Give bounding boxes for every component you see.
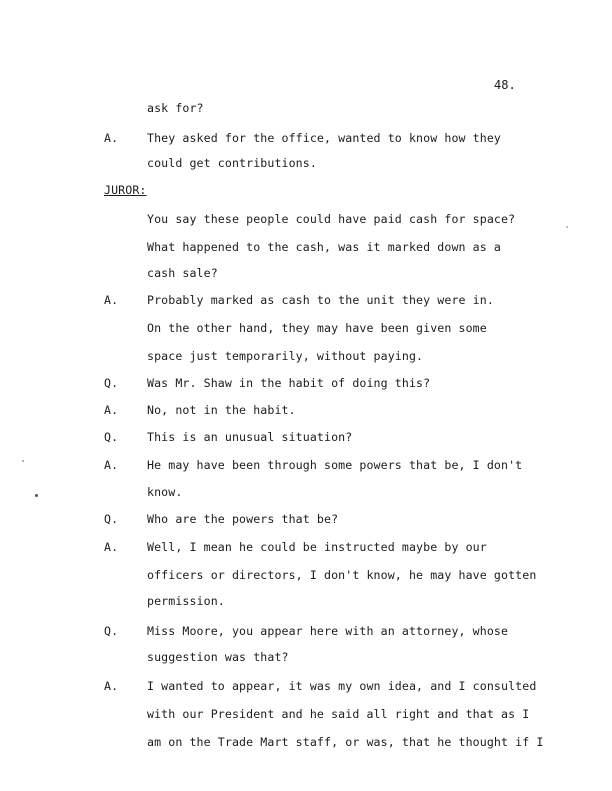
line-text: Well, I mean he could be instructed maybe by our <box>147 540 487 554</box>
line-text: space just temporarily, without paying. <box>147 349 424 363</box>
speaker-label: A. <box>104 458 119 472</box>
speaker-label: Q. <box>104 376 119 390</box>
line-text: could get contributions. <box>147 156 317 170</box>
line-text: officers or directors, I don't know, he may have gotten <box>147 568 537 582</box>
line-text: know. <box>147 485 183 499</box>
line-text: suggestion was that? <box>147 650 289 664</box>
line-text: with our President and he said all right and that as I <box>147 707 530 721</box>
line-text: Probably marked as cash to the unit they were in. <box>147 293 494 307</box>
speaker-label: A. <box>104 679 119 693</box>
line-text: Who are the powers that be? <box>147 512 339 526</box>
line-text: No, not in the habit. <box>147 403 296 417</box>
line-text: permission. <box>147 594 225 608</box>
juror-heading: JUROR: <box>104 183 147 197</box>
speaker-label: A. <box>104 403 119 417</box>
line-text: They asked for the office, wanted to know how they <box>147 131 502 145</box>
scan-speck <box>566 226 568 228</box>
speaker-label: Q. <box>104 430 119 444</box>
line-text: Was Mr. Shaw in the habit of doing this? <box>147 376 431 390</box>
line-text: I wanted to appear, it was my own idea, and I consulted <box>147 679 537 693</box>
line-text: cash sale? <box>147 266 218 280</box>
speaker-label: A. <box>104 293 119 307</box>
line-text: You say these people could have paid cash for space? <box>147 212 516 226</box>
scan-speck <box>22 460 24 462</box>
speaker-label: Q. <box>104 624 119 638</box>
line-text: Miss Moore, you appear here with an attorney, whose <box>147 624 509 638</box>
line-text: He may have been through some powers that be, I don't <box>147 458 523 472</box>
speaker-label: A. <box>104 540 119 554</box>
line-text: On the other hand, they may have been given some <box>147 321 487 335</box>
line-text: What happened to the cash, was it marked down as a <box>147 240 502 254</box>
line-text: This is an unusual situation? <box>147 430 353 444</box>
line-text: ask for? <box>147 101 204 115</box>
scan-speck <box>35 494 38 497</box>
page-number: 48. <box>494 78 516 92</box>
speaker-label: Q. <box>104 512 119 526</box>
speaker-label: A. <box>104 131 119 145</box>
line-text: am on the Trade Mart staff, or was, that he thought if I <box>147 735 544 749</box>
